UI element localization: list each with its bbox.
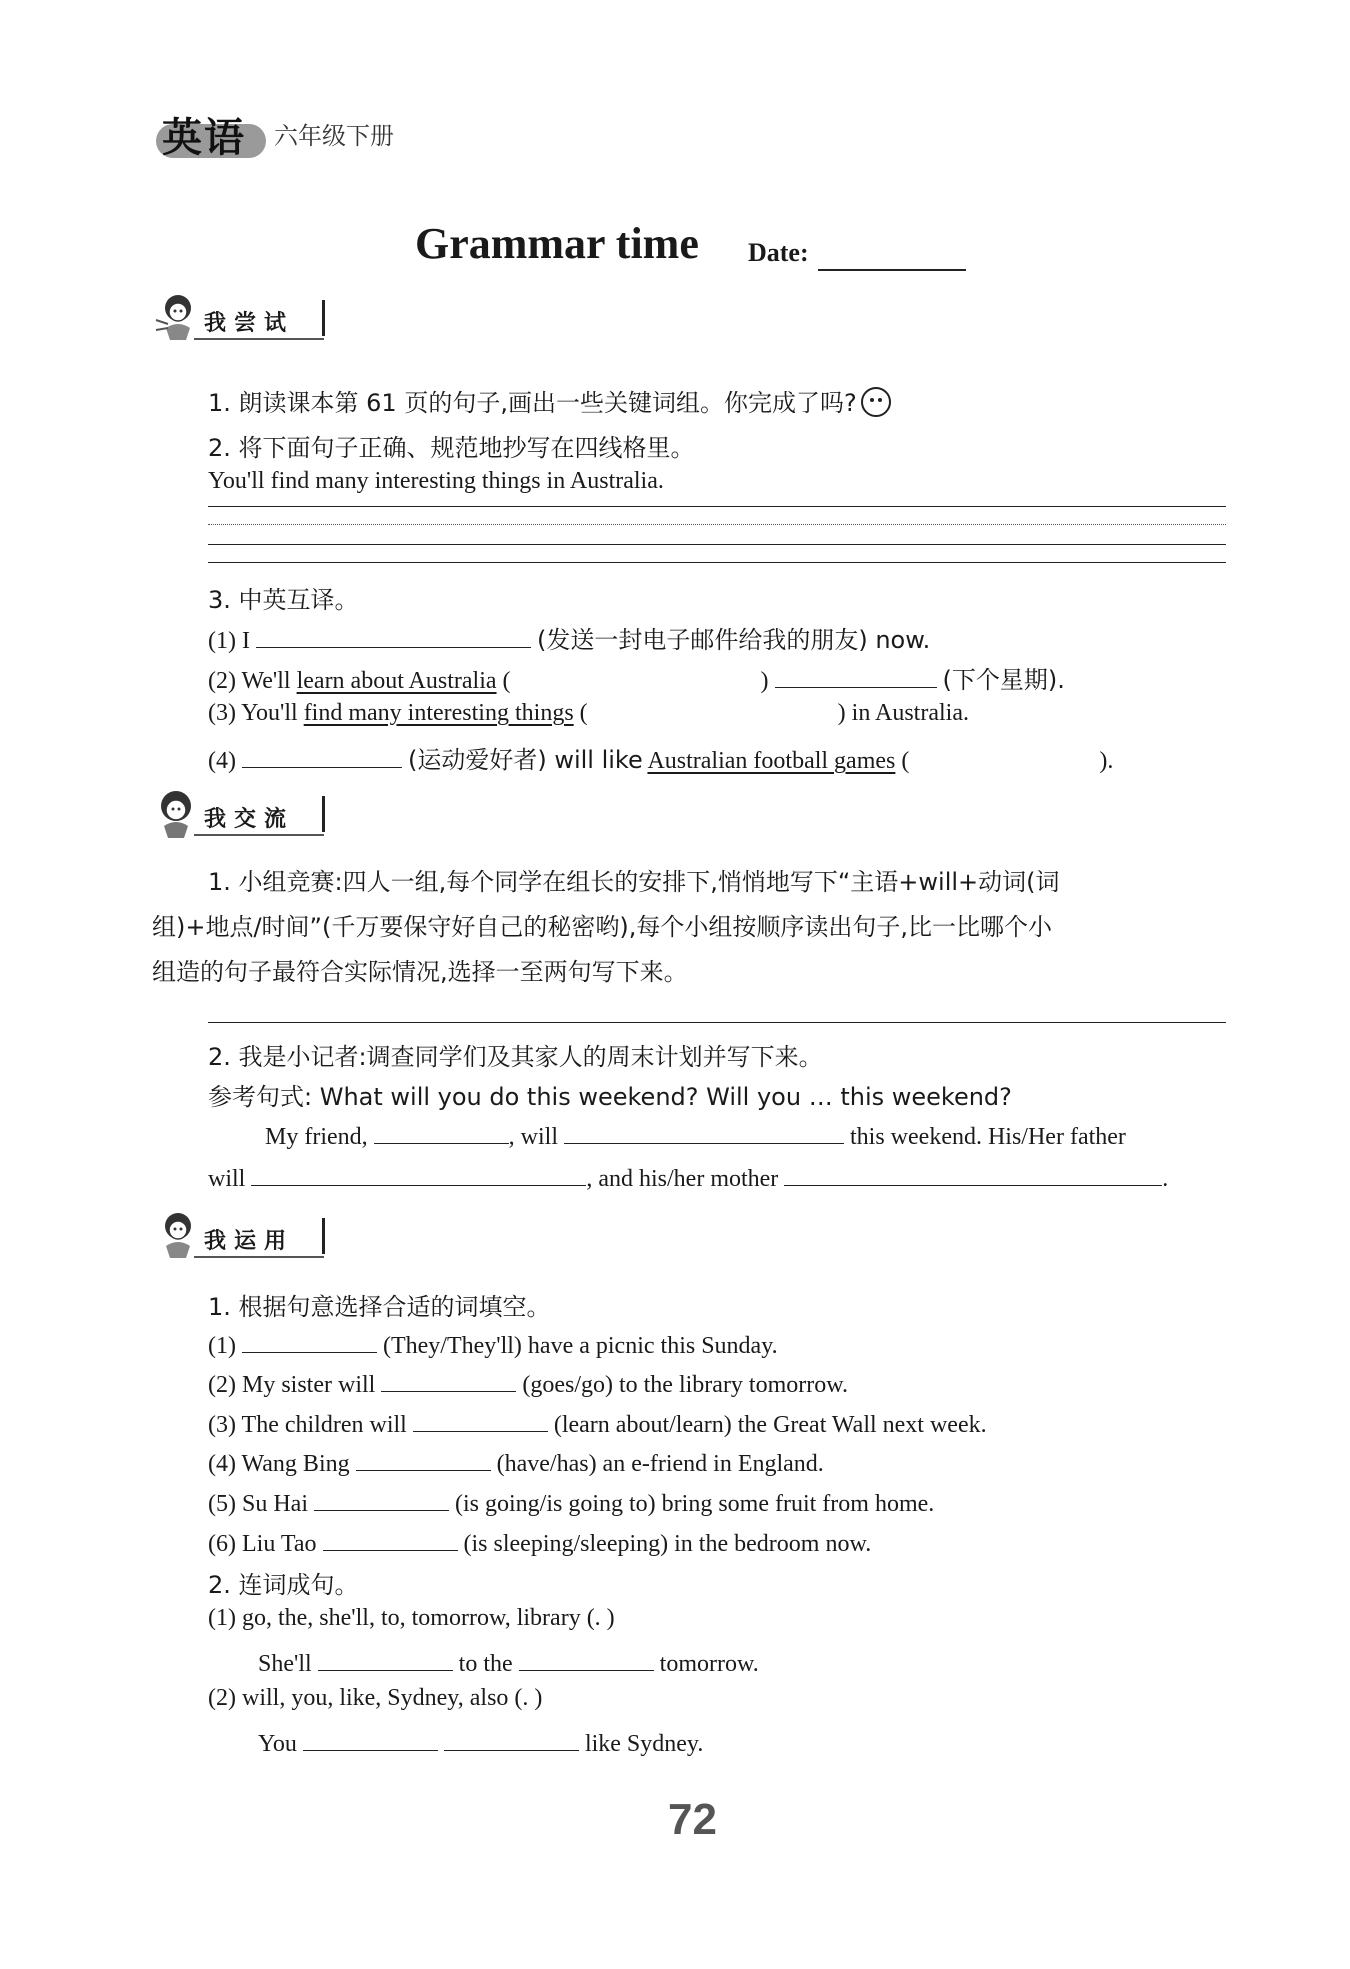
talk-reference: 参考句式: What will you do this weekend? Will you … this weekend? — [208, 1083, 1012, 1111]
talk-q1-line1: 1. 小组竞赛:四人一组,每个同学在组长的安排下,悄悄地写下“主语+will+动词(词 — [208, 868, 1060, 896]
header-subject: 英语 — [162, 115, 246, 161]
sentence-1-words: (1) go, the, she'll, to, tomorrow, library (. ) — [208, 1605, 615, 1631]
sentence-2-words: (2) will, you, like, Sydney, also (. ) — [208, 1685, 543, 1711]
section-divider — [322, 300, 325, 336]
section-divider — [322, 796, 325, 832]
section-try-badge — [152, 298, 342, 348]
section-talk-label: 我交流 — [204, 807, 295, 832]
mascot-girl-icon — [152, 1208, 202, 1262]
page-title: Grammar time — [415, 219, 699, 268]
fill-item-3: (3) The children will (learn about/learn) the Great Wall next week. — [208, 1406, 987, 1439]
answer-blank[interactable] — [413, 1406, 548, 1432]
fill-item-5: (5) Su Hai (is going/is going to) bring some fruit from home. — [208, 1485, 934, 1518]
answer-blank[interactable] — [381, 1366, 516, 1392]
answer-blank[interactable] — [242, 1327, 377, 1353]
answer-blank[interactable] — [775, 662, 937, 688]
answer-blank[interactable] — [318, 1645, 453, 1671]
answer-blank[interactable] — [256, 622, 531, 648]
try-q2: 2. 将下面句子正确、规范地抄写在四线格里。 — [208, 434, 695, 462]
section-use-label: 我运用 — [204, 1229, 295, 1254]
answer-blank[interactable] — [323, 1525, 458, 1551]
header-grade: 六年级下册 — [274, 122, 394, 150]
answer-blank[interactable] — [314, 1485, 449, 1511]
mascot-boy-icon — [152, 786, 202, 840]
translate-item-3: (3) You'll find many interesting things ( ) in Australia. — [208, 700, 969, 726]
translate-item-4: (4) (运动爱好者) will like Australian football games ( ). — [208, 740, 1113, 775]
report-line-1: My friend, , will this weekend. His/Her father — [265, 1118, 1126, 1151]
answer-blank[interactable] — [242, 742, 402, 768]
sentence-2-answer: You like Sydney. — [258, 1725, 703, 1758]
talk-q1-line2: 组)+地点/时间”(千万要保守好自己的秘密哟),每个小组按顺序读出句子,比一比哪个小 — [152, 913, 1052, 941]
smiley-face-icon[interactable] — [861, 387, 891, 417]
answer-blank[interactable] — [374, 1118, 509, 1144]
fill-item-4: (4) Wang Bing (have/has) an e-friend in England. — [208, 1445, 824, 1478]
section-underline — [194, 338, 324, 340]
section-divider — [322, 1218, 325, 1254]
answer-blank[interactable] — [519, 1645, 654, 1671]
use-q2: 2. 连词成句。 — [208, 1571, 359, 1599]
section-try-label: 我尝试 — [204, 311, 295, 336]
answer-blank[interactable] — [251, 1160, 586, 1186]
date-label: Date: — [748, 238, 809, 267]
answer-blank[interactable] — [564, 1118, 844, 1144]
answer-blank[interactable] — [444, 1725, 579, 1751]
answer-blank[interactable] — [356, 1445, 491, 1471]
fill-item-6: (6) Liu Tao (is sleeping/sleeping) in the bedroom now. — [208, 1525, 871, 1558]
section-use-badge — [152, 1216, 342, 1266]
try-q1: 1. 朗读课本第 61 页的句子,画出一些关键词组。你完成了吗? — [208, 383, 891, 418]
copy-sentence: You'll find many interesting things in Australia. — [208, 468, 664, 494]
section-underline — [194, 1256, 324, 1258]
translate-item-1: (1) I (发送一封电子邮件给我的朋友) now. — [208, 620, 930, 655]
answer-blank[interactable] — [784, 1160, 1162, 1186]
talk-answer-line[interactable] — [208, 1022, 1226, 1023]
mascot-girl-icon — [152, 290, 202, 344]
try-q3: 3. 中英互译。 — [208, 586, 359, 614]
fill-item-2: (2) My sister will (goes/go) to the library tomorrow. — [208, 1366, 848, 1399]
talk-q1-line3: 组造的句子最符合实际情况,选择一至两句写下来。 — [152, 958, 688, 986]
report-line-2: will , and his/her mother . — [208, 1160, 1168, 1193]
four-line-grid[interactable] — [208, 500, 1226, 570]
section-talk-badge — [152, 794, 342, 844]
fill-item-1: (1) (They/They'll) have a picnic this Sunday. — [208, 1327, 778, 1360]
page-number: 72 — [668, 1795, 717, 1844]
section-underline — [194, 834, 324, 836]
use-q1: 1. 根据句意选择合适的词填空。 — [208, 1293, 551, 1321]
answer-blank[interactable] — [303, 1725, 438, 1751]
date-blank[interactable] — [818, 269, 966, 271]
translate-item-2: (2) We'll learn about Australia ( ) (下个星期). — [208, 660, 1065, 695]
talk-q2: 2. 我是小记者:调查同学们及其家人的周末计划并写下来。 — [208, 1043, 823, 1071]
sentence-1-answer: She'll to the tomorrow. — [258, 1645, 759, 1678]
